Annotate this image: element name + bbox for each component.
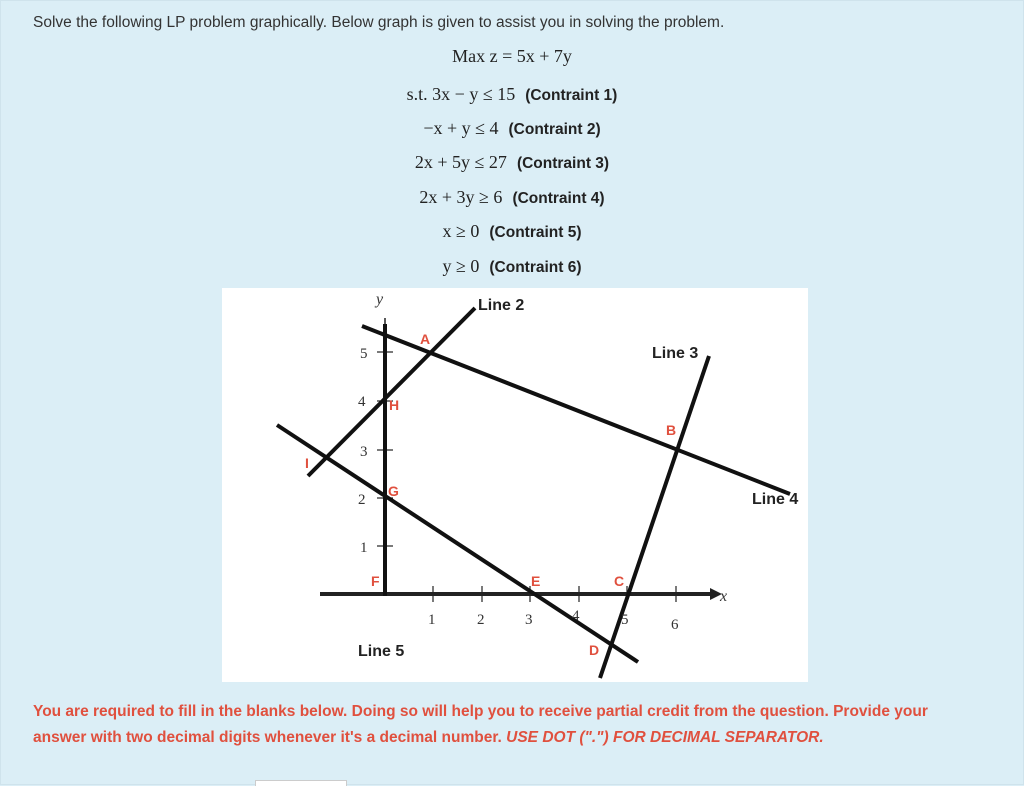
constraint-expression: −x + y ≤ 4 (423, 118, 499, 138)
line-4-label: Line 4 (752, 491, 799, 508)
instructions-note (33, 699, 973, 750)
line-2 (308, 308, 475, 476)
constraint-tag: (Contraint 3) (516, 155, 610, 172)
constraint-5 (0, 221, 1024, 242)
point-c-label: C (614, 573, 625, 589)
point-b-label: B (666, 422, 677, 438)
point-a-label: A (420, 331, 431, 347)
y-tick-label: 4 (358, 394, 366, 410)
lp-graph-canvas (222, 288, 808, 682)
y-tick-label: 2 (358, 492, 366, 508)
objective-function (0, 46, 1024, 67)
constraint-expression: x ≥ 0 (442, 221, 480, 241)
constraint-tag: (Contraint 6) (489, 259, 582, 276)
line-2-label: Line 2 (478, 297, 525, 314)
x-tick-label: 6 (671, 617, 679, 633)
point-i-label: I (305, 455, 309, 471)
constraint-expression: 2x + 5y ≤ 27 (414, 152, 507, 172)
constraint-2 (0, 118, 1024, 139)
constraint-tag: (Contraint 1) (525, 87, 618, 104)
line-3-label: Line 3 (652, 345, 699, 362)
constraint-tag: (Contraint 4) (512, 190, 605, 207)
constraint-tag: (Contraint 5) (489, 224, 582, 241)
instructions-text: You are required to fill in the blanks below. Doing so will help you to receive partial credit from the question. Provide your answer with two decimal digits whenever it's a decimal number. (33, 703, 928, 746)
y-tick-label: 5 (360, 346, 368, 362)
constraint-1 (0, 84, 1024, 105)
objective-expression: Max z = 5x + 7y (452, 46, 572, 66)
constraint-expression: 2x + 3y ≥ 6 (419, 187, 503, 207)
lp-graph (222, 288, 808, 682)
line-5-label: Line 5 (358, 643, 405, 660)
point-f-label: F (371, 573, 380, 589)
x-tick-label: 2 (477, 612, 485, 628)
decimal-separator-note: USE DOT (".") FOR DECIMAL SEPARATOR. (506, 728, 824, 746)
constraint-6 (0, 256, 1024, 277)
constraint-expression: y ≥ 0 (442, 256, 480, 276)
x-tick-label: 4 (572, 608, 580, 624)
y-tick-label: 3 (360, 444, 368, 460)
x-tick-label: 5 (621, 612, 629, 628)
point-h-label: H (389, 397, 400, 413)
x-tick-label: 1 (428, 612, 436, 628)
constraint-expression: s.t. 3x − y ≤ 15 (406, 84, 516, 104)
line-1-graph (277, 425, 638, 662)
problem-intro: Solve the following LP problem graphically. Below graph is given to assist you in solving the problem. (33, 14, 725, 31)
x-axis-name: x (720, 588, 728, 605)
y-tick-label: 1 (360, 540, 368, 556)
constraint-tag: (Contraint 2) (508, 121, 601, 138)
point-e-label: E (531, 573, 541, 589)
line-4 (362, 326, 790, 494)
point-d-label: D (589, 642, 600, 658)
constraint-4 (0, 187, 1024, 208)
constraint-3 (0, 152, 1024, 173)
point-g-label: G (388, 483, 399, 499)
answer-section-tab[interactable] (255, 780, 347, 786)
y-axis-name: y (376, 291, 384, 308)
x-tick-label: 3 (525, 612, 533, 628)
line-3 (600, 356, 709, 678)
